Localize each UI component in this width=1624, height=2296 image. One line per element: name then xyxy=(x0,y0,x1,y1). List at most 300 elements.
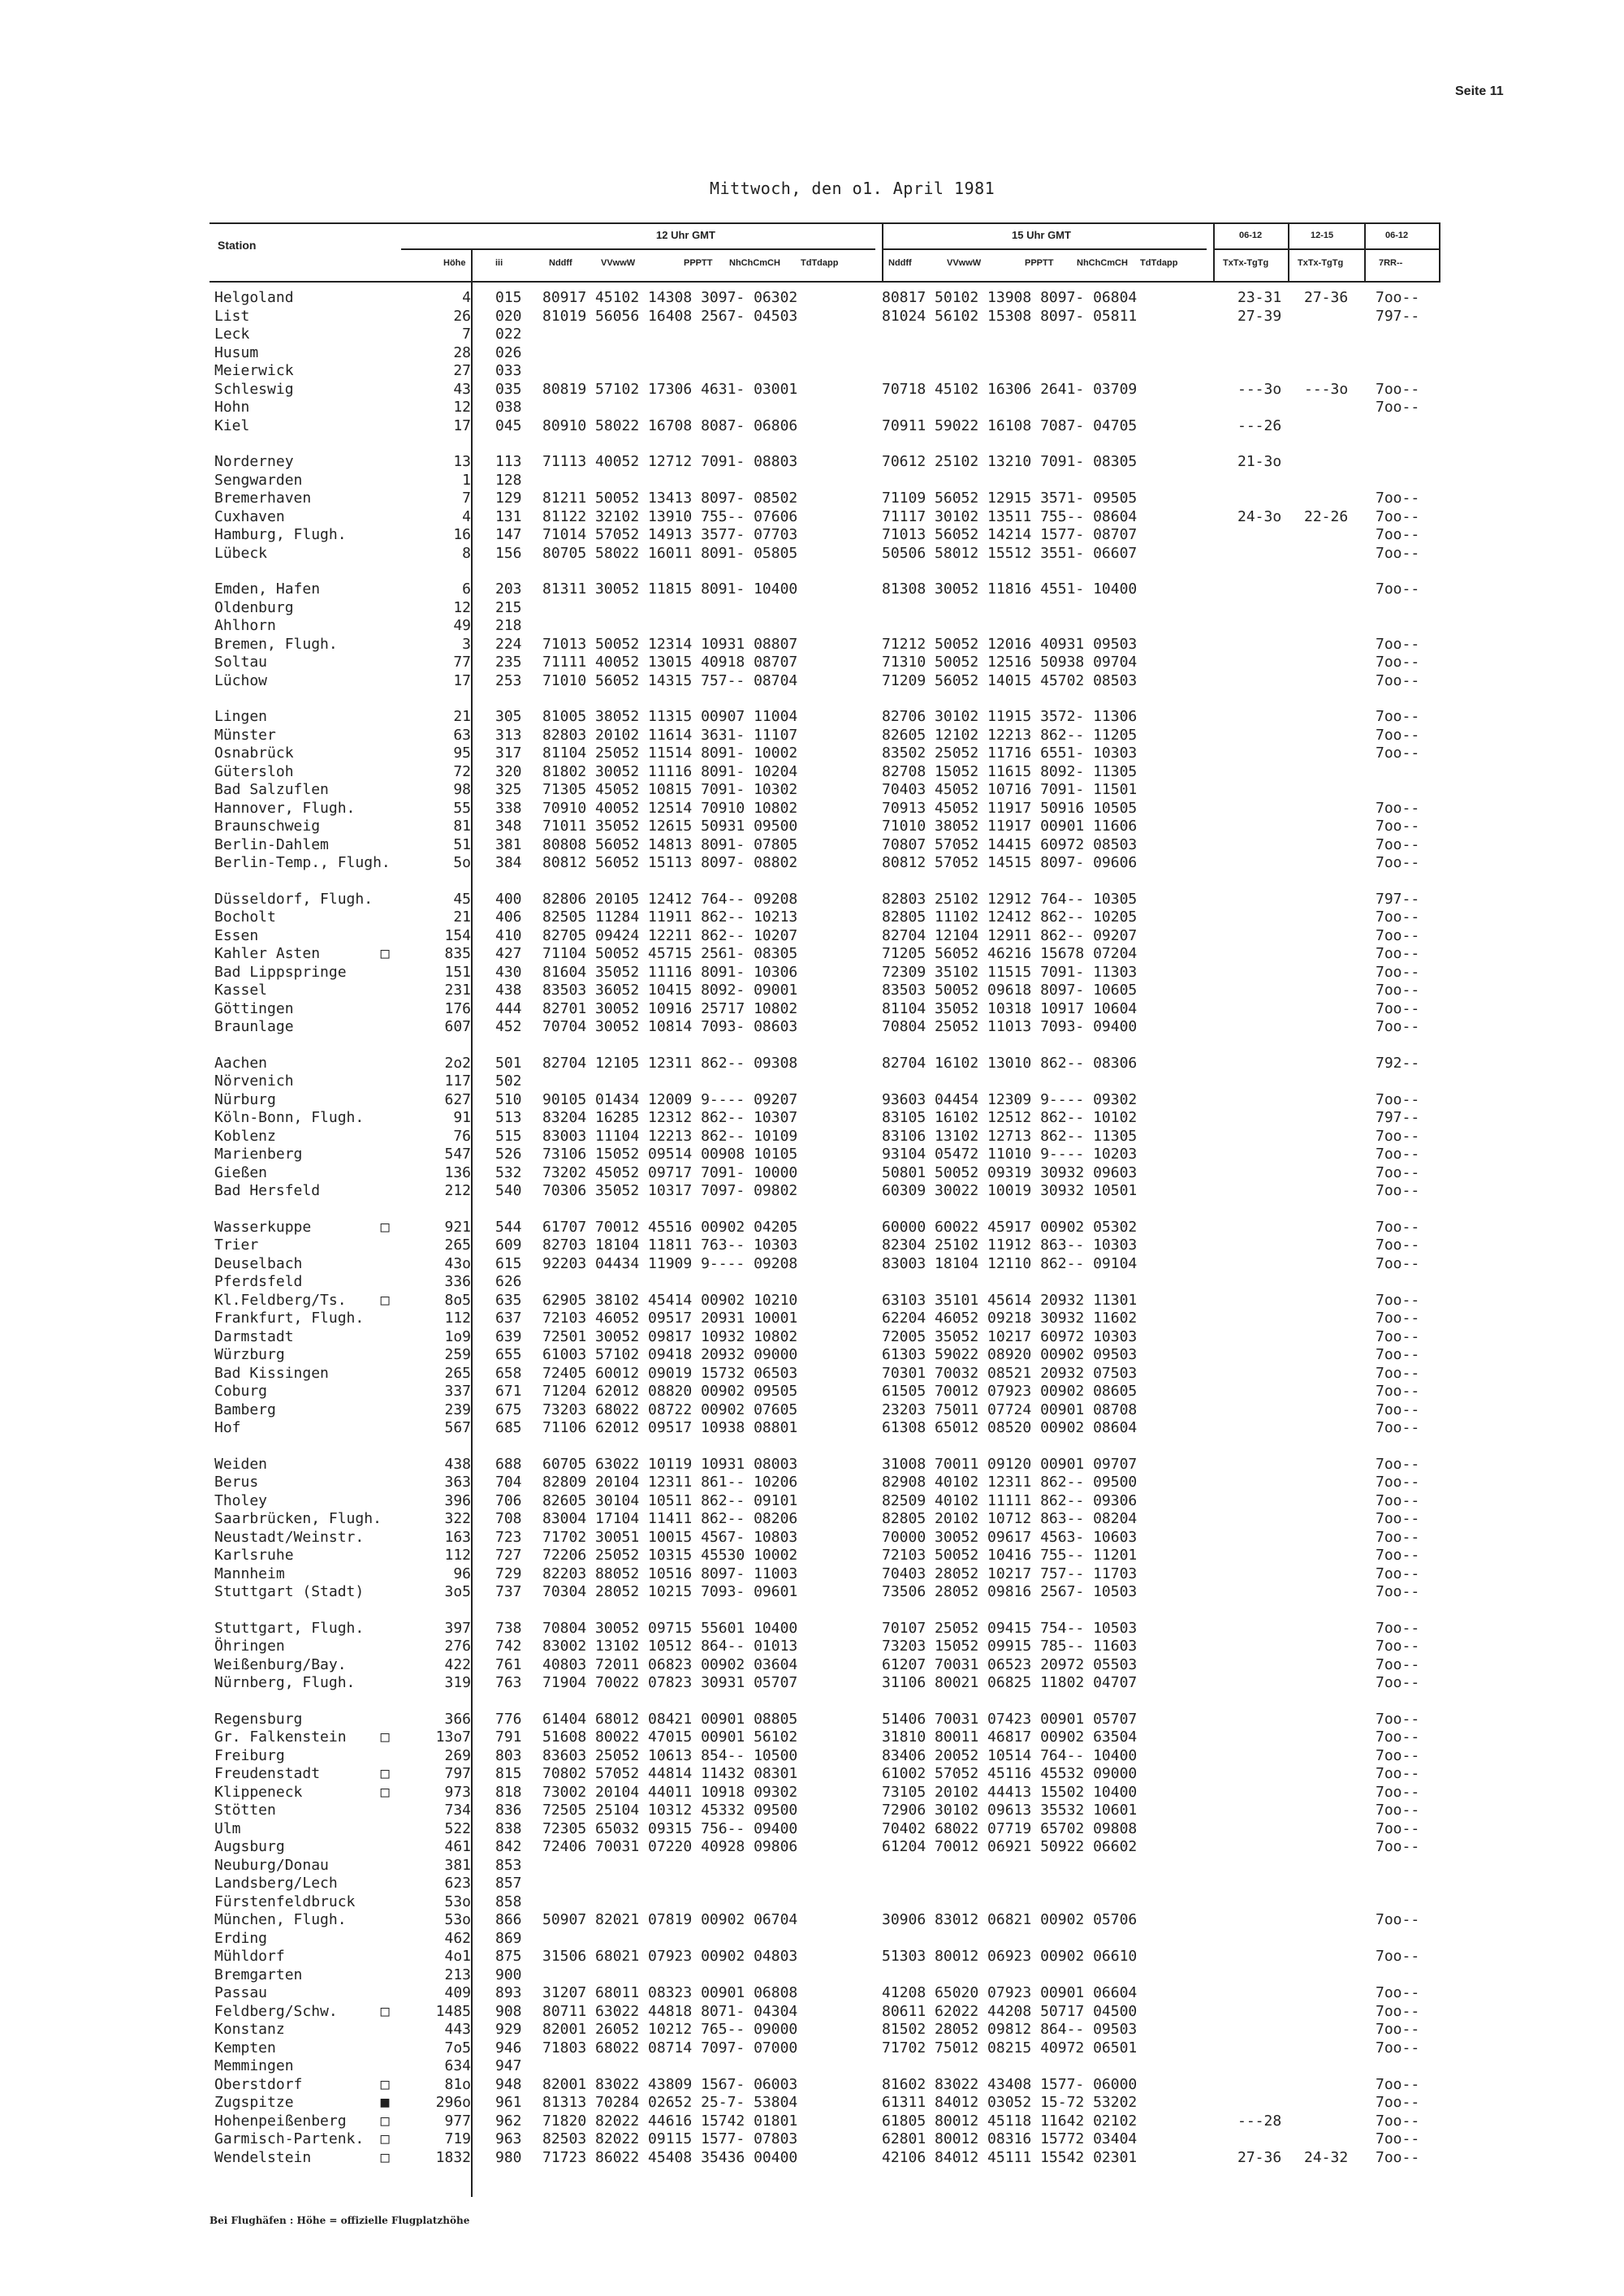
table-row xyxy=(0,818,1624,835)
station-altitude: 438 xyxy=(444,1455,471,1473)
table-row xyxy=(0,2130,1624,2148)
obs-15: 70718 45102 16306 2641- 03709 xyxy=(882,380,1138,398)
table-row xyxy=(0,1000,1624,1018)
station-name: Oldenburg xyxy=(214,598,294,616)
station-id: 384 xyxy=(495,854,522,871)
obs-15: 82509 40102 11111 862-- 09306 xyxy=(882,1491,1138,1509)
station-name: Bad Lippspringe xyxy=(214,963,347,981)
precip-06-12: 797-- xyxy=(1376,1109,1420,1126)
obs-15: 83406 20052 10514 764-- 10400 xyxy=(882,1746,1138,1764)
precip-06-12: 7oo-- xyxy=(1376,1146,1420,1163)
station-id: 639 xyxy=(495,1327,522,1345)
station-altitude: 1o9 xyxy=(444,1327,471,1345)
precip-06-12: 7oo-- xyxy=(1376,1400,1420,1418)
table-row xyxy=(0,1911,1624,1929)
station-name: Husum xyxy=(214,343,259,361)
precip-06-12: 7oo-- xyxy=(1376,1802,1420,1819)
station-name: Gr. Falkenstein xyxy=(214,1728,347,1746)
table-row xyxy=(0,599,1624,617)
station-header: Station xyxy=(218,239,257,252)
table-row xyxy=(0,1055,1624,1072)
station-altitude: 973 xyxy=(444,1783,471,1801)
station-altitude: 96 xyxy=(453,1564,471,1582)
station-name: München, Flugh. xyxy=(214,1911,347,1928)
obs-12: 82001 83022 43809 1567- 06003 xyxy=(542,2075,798,2093)
obs-12: 81604 35052 11116 8091- 10306 xyxy=(542,963,798,981)
station-name: Kempten xyxy=(214,2039,276,2056)
table-row xyxy=(0,2057,1624,2075)
precip-06-12: 7oo-- xyxy=(1376,1291,1420,1309)
table-row xyxy=(0,2039,1624,2057)
station-name: Hannover, Flugh. xyxy=(214,799,356,817)
precip-06-12: 7oo-- xyxy=(1376,1564,1420,1582)
station-name: Mannheim xyxy=(214,1564,285,1582)
col-tdapp-15: TdTdapp xyxy=(1140,258,1178,268)
station-altitude: 265 xyxy=(444,1364,471,1382)
station-name: Freudenstadt xyxy=(214,1765,321,1782)
station-id: 128 xyxy=(495,471,522,489)
precip-06-12: 7oo-- xyxy=(1376,1510,1420,1527)
station-id: 900 xyxy=(495,1966,522,1983)
station-name: Augsburg xyxy=(214,1838,285,1855)
table-row xyxy=(0,927,1624,945)
table-row xyxy=(0,727,1624,744)
gmt12-header: 12 Uhr GMT xyxy=(656,229,715,241)
station-id: 338 xyxy=(495,799,522,817)
table-row xyxy=(0,1547,1624,1564)
obs-15: 93603 04454 12309 9---- 09302 xyxy=(882,1090,1138,1108)
table-row xyxy=(0,508,1624,526)
table-row xyxy=(0,1875,1624,1892)
obs-15: 82805 11102 12412 862-- 10205 xyxy=(882,908,1138,926)
obs-12: 71204 62012 08820 00902 09505 xyxy=(542,1383,798,1400)
station-name: Ulm xyxy=(214,1819,241,1837)
station-altitude: 977 xyxy=(444,2112,471,2130)
station-altitude: 4o1 xyxy=(444,1948,471,1965)
table-row xyxy=(0,1565,1624,1583)
station-id: 708 xyxy=(495,1510,522,1527)
page-number: Seite 11 xyxy=(1455,84,1504,98)
obs-12: 90105 01434 12009 9---- 09207 xyxy=(542,1090,798,1108)
obs-12: 82806 20105 12412 764-- 09208 xyxy=(542,890,798,908)
obs-15: 60000 60022 45917 00902 05302 xyxy=(882,1218,1138,1236)
station-name: Kl.Feldberg/Ts. xyxy=(214,1291,347,1309)
station-name: Garmisch-Partenk. xyxy=(214,2130,365,2147)
table-row xyxy=(0,344,1624,362)
obs-15: 71310 50052 12516 50938 09704 xyxy=(882,654,1138,671)
obs-15: 71013 56052 14214 1577- 08707 xyxy=(882,526,1138,543)
obs-15: 73506 28052 09816 2567- 10503 xyxy=(882,1583,1138,1600)
station-id: 875 xyxy=(495,1948,522,1965)
station-id: 406 xyxy=(495,908,522,926)
station-id: 410 xyxy=(495,926,522,944)
station-name: Stuttgart (Stadt) xyxy=(214,1583,365,1600)
station-altitude: 43o xyxy=(444,1254,471,1272)
station-id: 218 xyxy=(495,617,522,634)
table-row xyxy=(0,490,1624,507)
obs-15: 82605 12102 12213 862-- 11205 xyxy=(882,726,1138,744)
station-altitude: 396 xyxy=(444,1491,471,1509)
obs-15: 30906 83012 06821 00902 05706 xyxy=(882,1911,1138,1928)
station-name: Kahler Asten xyxy=(214,945,321,962)
station-name: Bremgarten xyxy=(214,1966,303,1983)
station-name: Soltau xyxy=(214,654,268,671)
filled-square-icon: ■ xyxy=(380,2094,390,2111)
station-altitude: 21 xyxy=(453,908,471,926)
station-name: Klippeneck xyxy=(214,1783,303,1801)
obs-15: 41208 65020 07923 00901 06604 xyxy=(882,1984,1138,2001)
precip-06-12: 7oo-- xyxy=(1376,1364,1420,1382)
precip-06-12: 7oo-- xyxy=(1376,2094,1420,2111)
table-row xyxy=(0,1219,1624,1236)
obs-12: 70804 30052 09715 55601 10400 xyxy=(542,1619,798,1637)
obs-12: 92203 04434 11909 9---- 09208 xyxy=(542,1254,798,1272)
open-square-icon: □ xyxy=(380,1783,390,1801)
obs-15: 23203 75011 07724 00901 08708 xyxy=(882,1400,1138,1418)
station-name: Nörvenich xyxy=(214,1072,294,1090)
station-id: 313 xyxy=(495,726,522,744)
table-row xyxy=(0,1346,1624,1364)
precip-06-12: 7oo-- xyxy=(1376,1254,1420,1272)
station-altitude: 12 xyxy=(453,598,471,616)
station-id: 033 xyxy=(495,362,522,379)
station-id: 791 xyxy=(495,1728,522,1746)
station-altitude: 547 xyxy=(444,1146,471,1163)
obs-12: 71305 45052 10815 7091- 10302 xyxy=(542,781,798,798)
station-id: 317 xyxy=(495,744,522,762)
table-row xyxy=(0,1182,1624,1200)
precip-06-12: 7oo-- xyxy=(1376,1327,1420,1345)
obs-15: 71010 38052 11917 00901 11606 xyxy=(882,818,1138,835)
obs-15: 82803 25102 12912 764-- 10305 xyxy=(882,890,1138,908)
obs-15: 71109 56052 12915 3571- 09505 xyxy=(882,490,1138,507)
station-id: 526 xyxy=(495,1146,522,1163)
table-row xyxy=(0,472,1624,490)
station-altitude: 43 xyxy=(453,380,471,398)
table-row xyxy=(0,964,1624,982)
station-name: Nürburg xyxy=(214,1090,276,1108)
station-altitude: 363 xyxy=(444,1474,471,1491)
table-row xyxy=(0,891,1624,908)
obs-12: 73203 68022 08722 00902 07605 xyxy=(542,1400,798,1418)
station-altitude: 397 xyxy=(444,1619,471,1637)
obs-12: 81802 30052 11116 8091- 10204 xyxy=(542,762,798,780)
obs-12: 81019 56056 16408 2567- 04503 xyxy=(542,307,798,325)
station-name: Konstanz xyxy=(214,2021,285,2038)
obs-15: 82708 15052 11615 8092- 11305 xyxy=(882,762,1138,780)
precip-06-12: 7oo-- xyxy=(1376,1765,1420,1782)
table-row xyxy=(0,945,1624,963)
station-id: 776 xyxy=(495,1710,522,1728)
station-name: Wasserkuppe xyxy=(214,1218,312,1236)
station-id: 113 xyxy=(495,453,522,470)
station-id: 908 xyxy=(495,2002,522,2020)
station-id: 842 xyxy=(495,1838,522,1855)
table-row xyxy=(0,672,1624,690)
range-06-12: ---26 xyxy=(1237,416,1282,434)
precip-06-12: 7oo-- xyxy=(1376,799,1420,817)
station-altitude: 176 xyxy=(444,999,471,1017)
table-row xyxy=(0,1802,1624,1819)
station-name: Coburg xyxy=(214,1383,268,1400)
precip-06-12: 7oo-- xyxy=(1376,526,1420,543)
table-row xyxy=(0,781,1624,799)
station-name: Karlsruhe xyxy=(214,1547,294,1564)
precip-06-12: 7oo-- xyxy=(1376,1455,1420,1473)
obs-15: 82908 40102 12311 862-- 09500 xyxy=(882,1474,1138,1491)
station-altitude: 835 xyxy=(444,945,471,962)
station-id: 947 xyxy=(495,2057,522,2074)
station-altitude: 1832 xyxy=(435,2148,471,2166)
precip-06-12: 797-- xyxy=(1376,890,1420,908)
obs-12: 82703 18104 11811 763-- 10303 xyxy=(542,1236,798,1254)
station-name: Frankfurt, Flugh. xyxy=(214,1310,365,1327)
station-id: 452 xyxy=(495,1018,522,1035)
obs-12: 70802 57052 44814 11432 08301 xyxy=(542,1765,798,1782)
station-id: 224 xyxy=(495,635,522,653)
station-id: 022 xyxy=(495,326,522,343)
table-row xyxy=(0,1419,1624,1437)
precip-06-12: 7oo-- xyxy=(1376,580,1420,598)
station-id: 038 xyxy=(495,399,522,416)
station-id: 818 xyxy=(495,1783,522,1801)
station-id: 737 xyxy=(495,1583,522,1600)
station-id: 853 xyxy=(495,1856,522,1874)
obs-12: 83003 11104 12213 862-- 10109 xyxy=(542,1127,798,1145)
obs-15: 62801 80012 08316 15772 03404 xyxy=(882,2130,1138,2147)
range-06-12: 27-39 xyxy=(1237,307,1282,325)
range-12-15: 27-36 xyxy=(1304,289,1349,306)
obs-12: 70704 30052 10814 7093- 08603 xyxy=(542,1018,798,1035)
table-row xyxy=(0,1109,1624,1127)
obs-12: 83002 13102 10512 864-- 01013 xyxy=(542,1638,798,1655)
obs-15: 71209 56052 14015 45702 08503 xyxy=(882,671,1138,689)
table-row xyxy=(0,2113,1624,2130)
station-id: 635 xyxy=(495,1291,522,1309)
precip-06-12: 7oo-- xyxy=(1376,1783,1420,1801)
station-altitude: 163 xyxy=(444,1528,471,1546)
station-id: 235 xyxy=(495,654,522,671)
table-row xyxy=(0,1072,1624,1090)
station-name: Gießen xyxy=(214,1163,268,1181)
station-id: 203 xyxy=(495,580,522,598)
obs-12: 71106 62012 09517 10938 08801 xyxy=(542,1419,798,1436)
obs-15: 73203 15052 09915 785-- 11603 xyxy=(882,1638,1138,1655)
station-id: 045 xyxy=(495,416,522,434)
obs-12: 80812 56052 15113 8097- 08802 xyxy=(542,854,798,871)
station-id: 532 xyxy=(495,1163,522,1181)
station-altitude: 634 xyxy=(444,2057,471,2074)
station-id: 961 xyxy=(495,2094,522,2111)
station-id: 147 xyxy=(495,526,522,543)
station-altitude: 462 xyxy=(444,1929,471,1947)
station-id: 438 xyxy=(495,982,522,999)
precip-06-12: 7oo-- xyxy=(1376,1182,1420,1199)
station-name: Neustadt/Weinstr. xyxy=(214,1528,365,1546)
open-square-icon: □ xyxy=(380,1765,390,1782)
obs-12: 72305 65032 09315 756-- 09400 xyxy=(542,1819,798,1837)
table-row xyxy=(0,399,1624,416)
station-id: 857 xyxy=(495,1875,522,1892)
obs-15: 60309 30022 10019 30932 10501 xyxy=(882,1182,1138,1199)
station-altitude: 1485 xyxy=(435,2002,471,2020)
station-name: Wendelstein xyxy=(214,2148,312,2166)
obs-15: 70301 70032 08521 20932 07503 xyxy=(882,1364,1138,1382)
station-altitude: 921 xyxy=(444,1218,471,1236)
right-header-2: 12-15 xyxy=(1311,231,1334,240)
station-id: 253 xyxy=(495,671,522,689)
station-altitude: 112 xyxy=(444,1547,471,1564)
right-sub-3: 7RR-- xyxy=(1379,258,1403,268)
obs-15: 42106 84012 45111 15542 02301 xyxy=(882,2148,1138,2166)
obs-12: 82704 12105 12311 862-- 09308 xyxy=(542,1054,798,1072)
obs-12: 82809 20104 12311 861-- 10206 xyxy=(542,1474,798,1491)
obs-15: 81308 30052 11816 4551- 10400 xyxy=(882,580,1138,598)
range-12-15: 24-32 xyxy=(1304,2148,1349,2166)
station-id: 948 xyxy=(495,2075,522,2093)
station-id: 858 xyxy=(495,1892,522,1910)
precip-06-12: 7oo-- xyxy=(1376,1310,1420,1327)
station-altitude: 151 xyxy=(444,963,471,981)
obs-15: 70913 45052 11917 50916 10505 xyxy=(882,799,1138,817)
table-row xyxy=(0,636,1624,654)
station-altitude: 26 xyxy=(453,307,471,325)
precip-06-12: 792-- xyxy=(1376,1054,1420,1072)
station-altitude: 8 xyxy=(462,544,471,562)
table-row xyxy=(0,580,1624,598)
station-name: Göttingen xyxy=(214,999,294,1017)
station-altitude: 522 xyxy=(444,1819,471,1837)
obs-12: 31506 68021 07923 00902 04803 xyxy=(542,1948,798,1965)
station-id: 430 xyxy=(495,963,522,981)
obs-15: 81602 83022 43408 1577- 06000 xyxy=(882,2075,1138,2093)
range-06-12: 27-36 xyxy=(1237,2148,1282,2166)
station-name: Kiel xyxy=(214,416,250,434)
obs-15: 83003 18104 12110 862-- 09104 xyxy=(882,1254,1138,1272)
footnote: Bei Flughäfen : Höhe = offizielle Flugplatzhöhe xyxy=(209,2215,470,2226)
obs-15: 70402 68022 07719 65702 09808 xyxy=(882,1819,1138,1837)
station-altitude: 797 xyxy=(444,1765,471,1782)
table-row xyxy=(0,708,1624,726)
precip-06-12: 7oo-- xyxy=(1376,926,1420,944)
station-name: Trier xyxy=(214,1236,259,1254)
station-name: Braunlage xyxy=(214,1018,294,1035)
table-row xyxy=(0,763,1624,781)
precip-06-12: 7oo-- xyxy=(1376,1090,1420,1108)
table-row xyxy=(0,2094,1624,2112)
obs-12: 71104 50052 45715 2561- 08305 xyxy=(542,945,798,962)
table-row xyxy=(0,526,1624,544)
obs-15: 80812 57052 14515 8097- 09606 xyxy=(882,854,1138,871)
table-row xyxy=(0,1747,1624,1765)
station-id: 035 xyxy=(495,380,522,398)
precip-06-12: 7oo-- xyxy=(1376,1728,1420,1746)
obs-12: 70306 35052 10317 7097- 09802 xyxy=(542,1182,798,1199)
station-altitude: 49 xyxy=(453,617,471,634)
precip-06-12: 797-- xyxy=(1376,307,1420,325)
precip-06-12: 7oo-- xyxy=(1376,908,1420,926)
station-name: Stuttgart, Flugh. xyxy=(214,1619,365,1637)
station-id: 609 xyxy=(495,1236,522,1254)
document-date: Mittwoch, den o1. April 1981 xyxy=(710,179,996,198)
station-id: 026 xyxy=(495,343,522,361)
station-id: 869 xyxy=(495,1929,522,1947)
station-name: Erding xyxy=(214,1929,268,1947)
precip-06-12: 7oo-- xyxy=(1376,2148,1420,2166)
station-name: Lüchow xyxy=(214,671,268,689)
col-clouds-12: NhChCmCH xyxy=(729,258,780,268)
station-altitude: 212 xyxy=(444,1182,471,1199)
precip-06-12: 7oo-- xyxy=(1376,982,1420,999)
table-row xyxy=(0,1510,1624,1528)
obs-15: 73105 20102 44413 15502 10400 xyxy=(882,1783,1138,1801)
station-name: Pferdsfeld xyxy=(214,1273,303,1290)
obs-12: 80917 45102 14308 3097- 06302 xyxy=(542,289,798,306)
precip-06-12: 7oo-- xyxy=(1376,2039,1420,2056)
station-id: 761 xyxy=(495,1655,522,1673)
table-row xyxy=(0,1966,1624,1984)
precip-06-12: 7oo-- xyxy=(1376,1127,1420,1145)
obs-12: 80705 58022 16011 8091- 05805 xyxy=(542,544,798,562)
station-id: 544 xyxy=(495,1218,522,1236)
col-nddff-12: Nddff xyxy=(549,258,572,268)
station-name: Münster xyxy=(214,726,276,744)
open-square-icon: □ xyxy=(380,2075,390,2093)
obs-12: 71113 40052 12712 7091- 08803 xyxy=(542,453,798,470)
table-row xyxy=(0,1128,1624,1146)
station-id: 615 xyxy=(495,1254,522,1272)
station-altitude: 21 xyxy=(453,708,471,725)
obs-15: 70612 25102 13210 7091- 08305 xyxy=(882,453,1138,470)
obs-12: 61003 57102 09418 20932 09000 xyxy=(542,1346,798,1363)
table-row xyxy=(0,417,1624,435)
obs-15: 93104 05472 11010 9---- 10203 xyxy=(882,1146,1138,1163)
obs-12: 82605 30104 10511 862-- 09101 xyxy=(542,1491,798,1509)
obs-12: 71803 68022 08714 7097- 07000 xyxy=(542,2039,798,2056)
station-id: 540 xyxy=(495,1182,522,1199)
table-row xyxy=(0,800,1624,818)
station-altitude: 627 xyxy=(444,1090,471,1108)
station-name: List xyxy=(214,307,250,325)
station-name: Mühldorf xyxy=(214,1948,285,1965)
station-id: 706 xyxy=(495,1491,522,1509)
station-name: Deuselbach xyxy=(214,1254,303,1272)
precip-06-12: 7oo-- xyxy=(1376,1163,1420,1181)
obs-15: 71117 30102 13511 755-- 08604 xyxy=(882,507,1138,525)
precip-06-12: 7oo-- xyxy=(1376,1528,1420,1546)
station-name: Ahlhorn xyxy=(214,617,276,634)
precip-06-12: 7oo-- xyxy=(1376,2112,1420,2130)
precip-06-12: 7oo-- xyxy=(1376,2002,1420,2020)
obs-12: 83503 36052 10415 8092- 09001 xyxy=(542,982,798,999)
station-id: 637 xyxy=(495,1310,522,1327)
obs-12: 80819 57102 17306 4631- 03001 xyxy=(542,380,798,398)
station-id: 400 xyxy=(495,890,522,908)
station-altitude: 16 xyxy=(453,526,471,543)
table-row xyxy=(0,1492,1624,1510)
station-altitude: 607 xyxy=(444,1018,471,1035)
station-name: Nürnberg, Flugh. xyxy=(214,1674,356,1691)
station-id: 729 xyxy=(495,1564,522,1582)
station-id: 655 xyxy=(495,1346,522,1363)
station-id: 838 xyxy=(495,1819,522,1837)
station-name: Meierwick xyxy=(214,362,294,379)
station-altitude: 269 xyxy=(444,1746,471,1764)
iii-header: iii xyxy=(495,258,503,268)
station-id: 020 xyxy=(495,307,522,325)
station-name: Landsberg/Lech xyxy=(214,1875,338,1892)
table-row xyxy=(0,326,1624,343)
